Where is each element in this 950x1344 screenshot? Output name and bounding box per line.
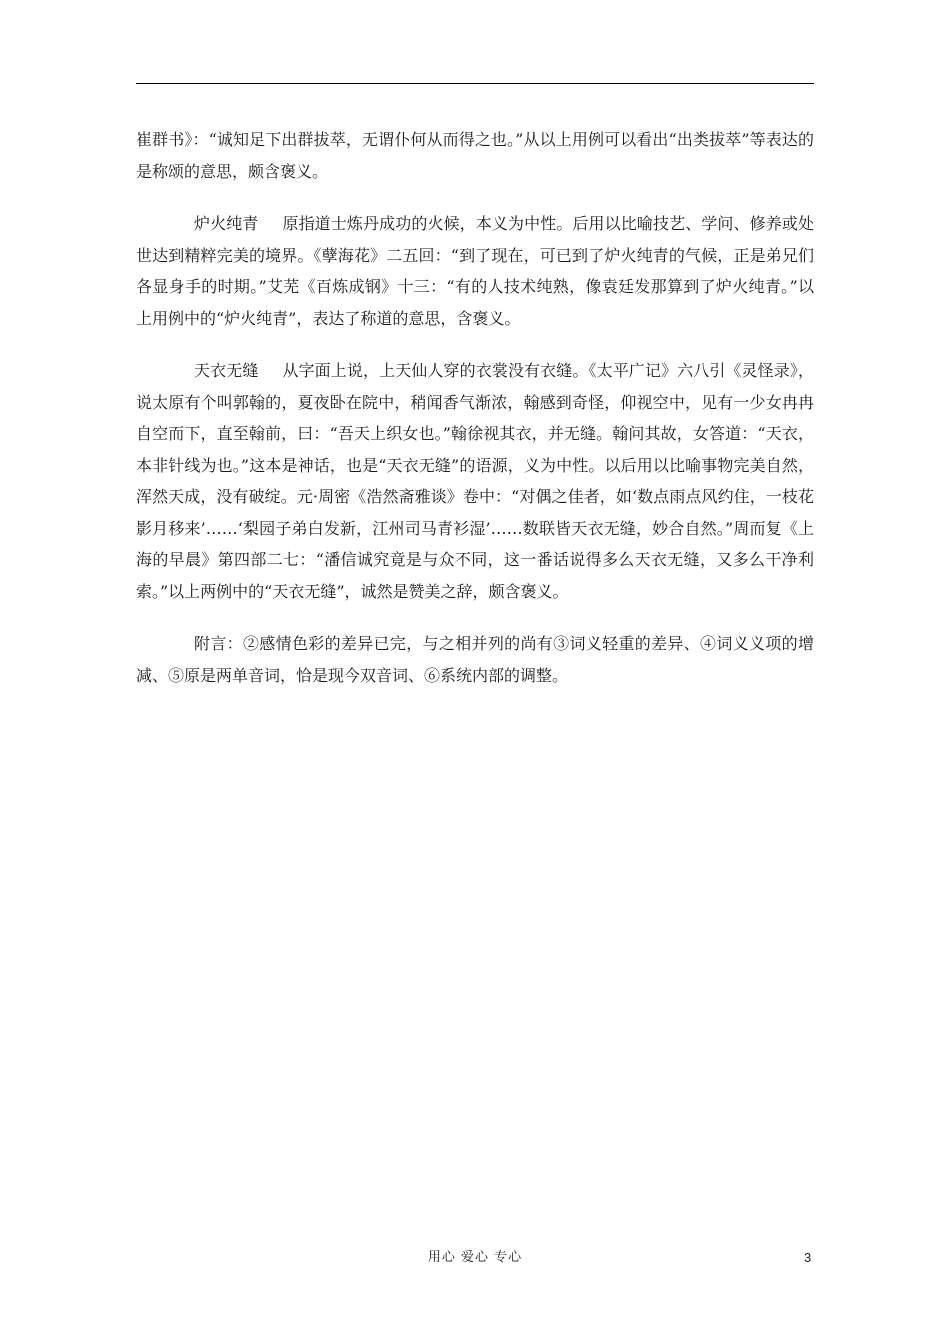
document-body [136,124,814,712]
paragraph-tianyiwufeng [136,355,814,607]
paragraph-appendix-note [136,628,814,691]
page-number: 3 [804,1250,812,1265]
paragraph-text: 从字面上说，上天仙人穿的衣裳没有衣缝。《太平广记》六八引《灵怪录》，说太原有个叫郭翰的，夏夜卧在院中，稍闻香气渐浓，翰感到奇怪，仰视空中，见有一少女冉冉自空而下，直至翰前，曰：“吾天上织女也。”翰徐视其衣，并无缝。翰问其故，女答道：“天衣，本非针线为也。”这本是神话，也是“天衣无缝”的语源，义为中性。以后用以比喻事物完美自然，浑然天成，没有破绽。元·周密《浩然斋雅谈》卷中：“对偶之佳者，如‘数点雨点风约住，一枝花影月移来’……‘梨园子弟白发新，江州司马青衫湿’……数联皆天衣无缝，妙合自然。”周而复《上海的早晨》第四部二七：“潘信诚究竟是与众不同，这一番话说得多么天衣无缝，又多么干净利索。”以上两例中的“天衣无缝”，诚然是赞美之辞，颇含褒义。 [136,361,814,601]
footer-slogan: 用心 爱心 专心 [427,1250,523,1265]
paragraph-text: 崔群书》：“诚知足下出群拔萃，无谓仆何从而得之也。”从以上用例可以看出“出类拔萃”等表达的是称颂的意思，颇含褒义。 [136,130,814,181]
header-rule [136,83,814,84]
paragraph-continuation [136,124,814,187]
idiom-term: 天衣无缝 [194,361,259,380]
paragraph-text: 附言：②感情色彩的差异已完，与之相并列的尚有③词义轻重的差异、④词义义项的增减、⑤原是两单音词，恰是现今双音词、⑥系统内部的调整。 [136,634,814,685]
idiom-term: 炉火纯青 [194,214,259,233]
paragraph-text: 原指道士炼丹成功的火候，本义为中性。后用以比喻技艺、学问、修养或处世达到精粹完美的境界。《孽海花》二五回：“到了现在，可已到了炉火纯青的气候，正是弟兄们各显身手的时期。”艾芜《百炼成钢》十三：“有的人技术纯熟，像袁廷发那算到了炉火纯青。”以上用例中的“炉火纯青”，表达了称道的意思，含褒义。 [136,214,814,328]
paragraph-luhuochunqing [136,208,814,334]
